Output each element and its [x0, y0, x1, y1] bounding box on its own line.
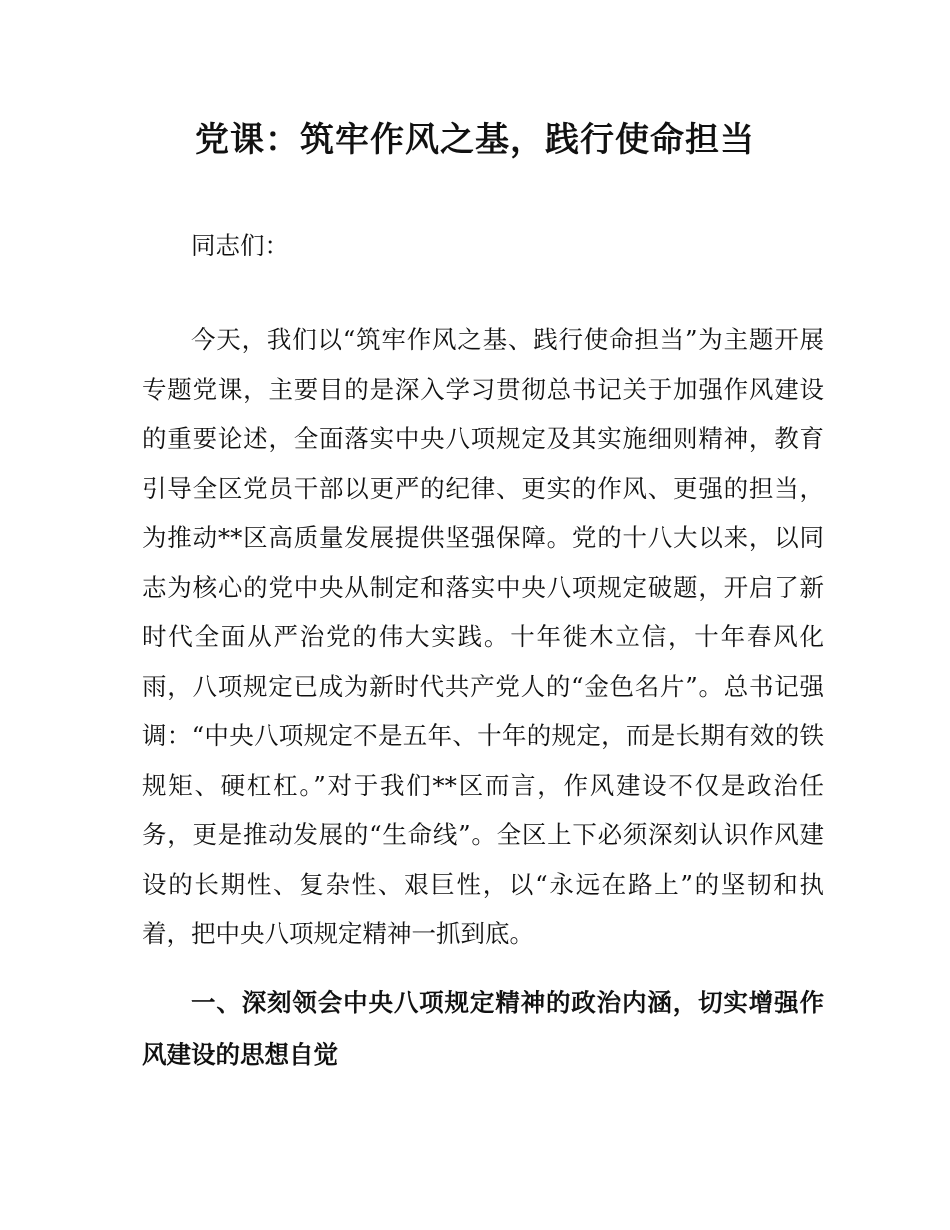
section-heading: 一、深刻领会中央八项规定精神的政治内涵，切实增强作风建设的思想自觉: [142, 988, 824, 1069]
salutation: 同志们：: [191, 231, 289, 260]
document-title: 党课：筑牢作风之基，践行使命担当: [195, 120, 755, 160]
body-paragraph: 今天，我们以“筑牢作风之基、践行使命担当”为主题开展专题党课，主要目的是深入学习贯彻总书记关于加强作风建设的重要论述，全面落实中央八项规定及其实施细则精神，教育引导全区党员干部以更严的纪律、更实的作风、更强的担当，为推动**区高质量发展提供坚强保障。党的十八大以来，以同志为核心的党中央从制定和落实中央八项规定破题，开启了新时代全面从严治党的伟大实践。十年徙木立信，十年春风化雨，八项规定已成为新时代共产党人的“金色名片”。总书记强调：“中央八项规定不是五年、十年的规定，而是长期有效的铁规矩、硬杠杠。”对于我们**区而言，作风建设不仅是政治任务，更是推动发展的“生命线”。全区上下必须深刻认识作风建设的长期性、复杂性、艰巨性，以“永远在路上”的坚韧和执着，把中央八项规定精神一抓到底。: [142, 325, 824, 948]
